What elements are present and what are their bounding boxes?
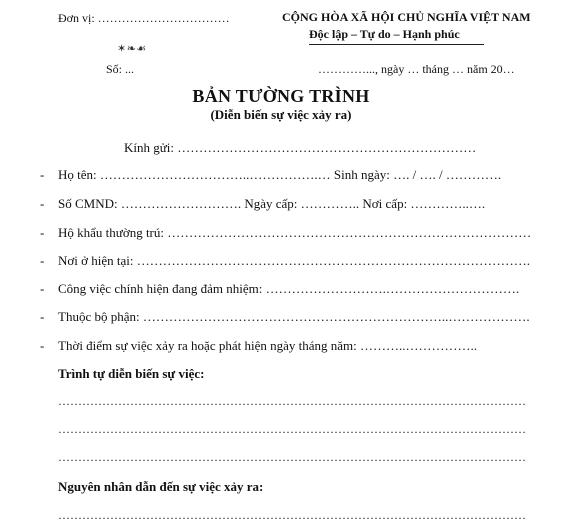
field-incident-time: Thời điểm sự việc xảy ra hoặc phát hiện ngày tháng năm: ………..…………….. (58, 338, 477, 353)
field-id-card: Số CMND: ………………………. Ngày cấp: ………….. Nơi cấp: …………..…. (58, 196, 486, 211)
document-title: BẢN TƯỜNG TRÌNH (192, 86, 370, 106)
bullet-marker: - (40, 309, 45, 324)
motto-underline (309, 44, 484, 45)
section-sequence-title: Trình tự diễn biến sự việc: (58, 366, 205, 381)
blank-line: ……………………………………………………………………………………………………… (58, 394, 526, 408)
field-full-name: Họ tên: ……………………………..…………….… Sinh ngày: …. / …. / …………. (58, 167, 502, 182)
field-department: Thuộc bộ phận: ……………………………………………………………..………………. (58, 309, 530, 324)
document-subtitle: (Diễn biến sự việc xảy ra) (210, 107, 352, 122)
bullet-marker: - (40, 225, 45, 240)
section-cause-title: Nguyên nhân dẫn đến sự việc xảy ra: (58, 479, 264, 494)
motto: Độc lập – Tự do – Hạnh phúc (309, 27, 460, 41)
bullet-marker: - (40, 196, 45, 211)
nation-title: CỘNG HÒA XÃ HỘI CHỦ NGHĨA VIỆT NAM (282, 10, 531, 24)
recipient-line: Kính gửi: …………………………………………………………… (124, 140, 477, 155)
bullet-marker: - (40, 167, 45, 182)
field-permanent-residence: Hộ khẩu thường trú: ………………………………………………………………………… (58, 225, 532, 240)
decorative-glyph: ✶❧☙ (117, 43, 147, 55)
bullet-marker: - (40, 338, 45, 353)
place-date: …………..., ngày … tháng … năm 20… (318, 62, 515, 76)
blank-line: ……………………………………………………………………………………………………… (58, 422, 526, 436)
field-current-job: Công việc chính hiện đang đảm nhiệm: ……………………….…………………………. (58, 281, 520, 296)
bullet-marker: - (40, 253, 45, 268)
bullet-marker: - (40, 281, 45, 296)
unit-label: Đơn vị: …………………………… (58, 11, 230, 25)
field-current-address: Nơi ở hiện tại: ………………………………………………………………………………. (58, 253, 530, 268)
blank-line: ……………………………………………………………………………………………………… (58, 508, 526, 522)
document-number: Số: ... (106, 62, 135, 76)
blank-line: ……………………………………………………………………………………………………… (58, 450, 526, 464)
